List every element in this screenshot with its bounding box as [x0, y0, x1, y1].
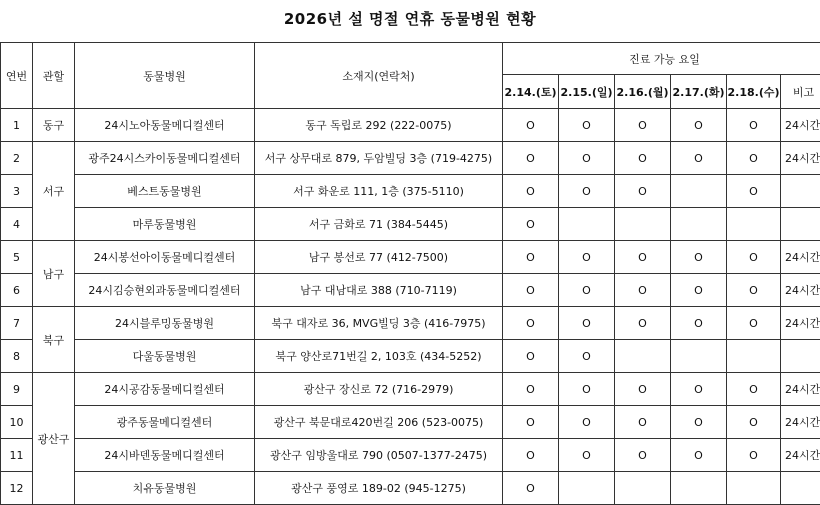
hospital-address: 서구 상무대로 879, 두암빌딩 3층 (719-4275): [255, 142, 503, 175]
availability-mark: O: [727, 142, 781, 175]
hospital-name: 24시김승현외과동물메디컬센터: [75, 274, 255, 307]
availability-mark: O: [727, 406, 781, 439]
row-number: 10: [1, 406, 33, 439]
availability-mark: O: [615, 373, 671, 406]
hospital-address: 광산구 장신로 72 (716-2979): [255, 373, 503, 406]
header-available-days: 진료 가능 요일: [503, 43, 820, 75]
hospital-name: 24시공감동물메디컬센터: [75, 373, 255, 406]
availability-mark: [671, 208, 727, 241]
row-number: 9: [1, 373, 33, 406]
note-cell: 24시간: [781, 241, 820, 274]
availability-mark: O: [727, 175, 781, 208]
row-number: 3: [1, 175, 33, 208]
availability-mark: O: [503, 406, 559, 439]
table-row: [1, 406, 820, 439]
district-cell: 서구: [33, 142, 75, 241]
availability-mark: O: [727, 307, 781, 340]
availability-mark: [615, 472, 671, 505]
table-row: [1, 472, 820, 505]
page-title: 2026년 설 명절 연휴 동물병원 현황: [0, 8, 820, 29]
table-row: [1, 340, 820, 373]
district-cell: 광산구: [33, 373, 75, 505]
header-day-2: 2.15.(일): [559, 75, 615, 109]
note-cell: [781, 340, 820, 373]
availability-mark: [615, 208, 671, 241]
availability-mark: O: [559, 439, 615, 472]
availability-mark: [671, 340, 727, 373]
availability-mark: O: [615, 109, 671, 142]
row-number: 12: [1, 472, 33, 505]
hospital-name: 24시블루밍동물병원: [75, 307, 255, 340]
availability-mark: O: [671, 241, 727, 274]
availability-mark: [727, 472, 781, 505]
header-note: 비고: [781, 75, 820, 109]
hospital-table: [0, 42, 820, 505]
header-day-5: 2.18.(수): [727, 75, 781, 109]
table-row: [1, 142, 820, 175]
availability-mark: [615, 340, 671, 373]
availability-mark: O: [559, 274, 615, 307]
district-cell: 남구: [33, 241, 75, 307]
availability-mark: O: [615, 307, 671, 340]
availability-mark: O: [559, 307, 615, 340]
availability-mark: O: [615, 439, 671, 472]
availability-mark: O: [503, 307, 559, 340]
availability-mark: O: [727, 373, 781, 406]
hospital-name: 광주24시스카이동물메디컬센터: [75, 142, 255, 175]
availability-mark: O: [559, 142, 615, 175]
hospital-name: 다울동물병원: [75, 340, 255, 373]
availability-mark: [671, 472, 727, 505]
availability-mark: [559, 208, 615, 241]
row-number: 11: [1, 439, 33, 472]
availability-mark: O: [671, 274, 727, 307]
availability-mark: O: [503, 175, 559, 208]
table-row: [1, 241, 820, 274]
availability-mark: O: [503, 142, 559, 175]
hospital-address: 북구 대자로 36, MVG빌딩 3층 (416-7975): [255, 307, 503, 340]
table-row: [1, 208, 820, 241]
note-cell: 24시간: [781, 406, 820, 439]
availability-mark: O: [503, 109, 559, 142]
availability-mark: O: [559, 340, 615, 373]
hospital-address: 서구 금화로 71 (384-5445): [255, 208, 503, 241]
note-cell: [781, 175, 820, 208]
header-district: 관할: [33, 43, 75, 109]
availability-mark: O: [727, 439, 781, 472]
district-cell: 북구: [33, 307, 75, 373]
table-row: [1, 439, 820, 472]
row-number: 7: [1, 307, 33, 340]
row-number: 2: [1, 142, 33, 175]
table-body: [1, 109, 820, 505]
hospital-name: 24시바덴동물메디컬센터: [75, 439, 255, 472]
hospital-name: 24시봉선아이동물메디컬센터: [75, 241, 255, 274]
availability-mark: O: [503, 274, 559, 307]
availability-mark: O: [559, 406, 615, 439]
hospital-address: 광산구 북문대로420번길 206 (523-0075): [255, 406, 503, 439]
hospital-name: 마루동물병원: [75, 208, 255, 241]
note-cell: 24시간: [781, 439, 820, 472]
header-day-3: 2.16.(월): [615, 75, 671, 109]
row-number: 6: [1, 274, 33, 307]
availability-mark: O: [727, 109, 781, 142]
availability-mark: O: [615, 142, 671, 175]
availability-mark: O: [615, 274, 671, 307]
availability-mark: O: [503, 241, 559, 274]
hospital-address: 광산구 풍영로 189-02 (945-1275): [255, 472, 503, 505]
availability-mark: [671, 175, 727, 208]
district-cell: 동구: [33, 109, 75, 142]
note-cell: 24시간: [781, 109, 820, 142]
availability-mark: O: [615, 406, 671, 439]
note-cell: 24시간: [781, 307, 820, 340]
row-number: 1: [1, 109, 33, 142]
hospital-name: 치유동물병원: [75, 472, 255, 505]
availability-mark: O: [559, 175, 615, 208]
availability-mark: [727, 208, 781, 241]
header-address: 소재지(연락처): [255, 43, 503, 109]
availability-mark: O: [559, 109, 615, 142]
note-cell: [781, 472, 820, 505]
hospital-address: 북구 양산로71번길 2, 103호 (434-5252): [255, 340, 503, 373]
availability-mark: O: [559, 373, 615, 406]
hospital-address: 남구 대남대로 388 (710-7119): [255, 274, 503, 307]
hospital-address: 남구 봉선로 77 (412-7500): [255, 241, 503, 274]
availability-mark: O: [727, 241, 781, 274]
note-cell: [781, 208, 820, 241]
availability-mark: [727, 340, 781, 373]
table-row: [1, 274, 820, 307]
availability-mark: O: [615, 175, 671, 208]
availability-mark: O: [503, 439, 559, 472]
note-cell: 24시간: [781, 274, 820, 307]
row-number: 4: [1, 208, 33, 241]
table-row: [1, 307, 820, 340]
availability-mark: O: [727, 274, 781, 307]
header-no: 연번: [1, 43, 33, 109]
availability-mark: O: [671, 373, 727, 406]
availability-mark: O: [503, 373, 559, 406]
availability-mark: O: [671, 307, 727, 340]
table-row: [1, 109, 820, 142]
availability-mark: O: [503, 472, 559, 505]
availability-mark: O: [503, 340, 559, 373]
availability-mark: O: [615, 241, 671, 274]
row-number: 5: [1, 241, 33, 274]
hospital-name: 24시노아동물메디컬센터: [75, 109, 255, 142]
table-row: [1, 175, 820, 208]
availability-mark: O: [671, 109, 727, 142]
availability-mark: O: [671, 439, 727, 472]
header-hospital: 동물병원: [75, 43, 255, 109]
availability-mark: O: [503, 208, 559, 241]
availability-mark: O: [671, 406, 727, 439]
hospital-address: 광산구 임방울대로 790 (0507-1377-2475): [255, 439, 503, 472]
availability-mark: [559, 472, 615, 505]
table-row: [1, 373, 820, 406]
note-cell: 24시간: [781, 373, 820, 406]
hospital-name: 베스트동물병원: [75, 175, 255, 208]
header-day-4: 2.17.(화): [671, 75, 727, 109]
hospital-name: 광주동물메디컬센터: [75, 406, 255, 439]
note-cell: 24시간: [781, 142, 820, 175]
header-day-1: 2.14.(토): [503, 75, 559, 109]
hospital-address: 서구 화운로 111, 1층 (375-5110): [255, 175, 503, 208]
hospital-address: 동구 독립로 292 (222-0075): [255, 109, 503, 142]
availability-mark: O: [559, 241, 615, 274]
row-number: 8: [1, 340, 33, 373]
availability-mark: O: [671, 142, 727, 175]
